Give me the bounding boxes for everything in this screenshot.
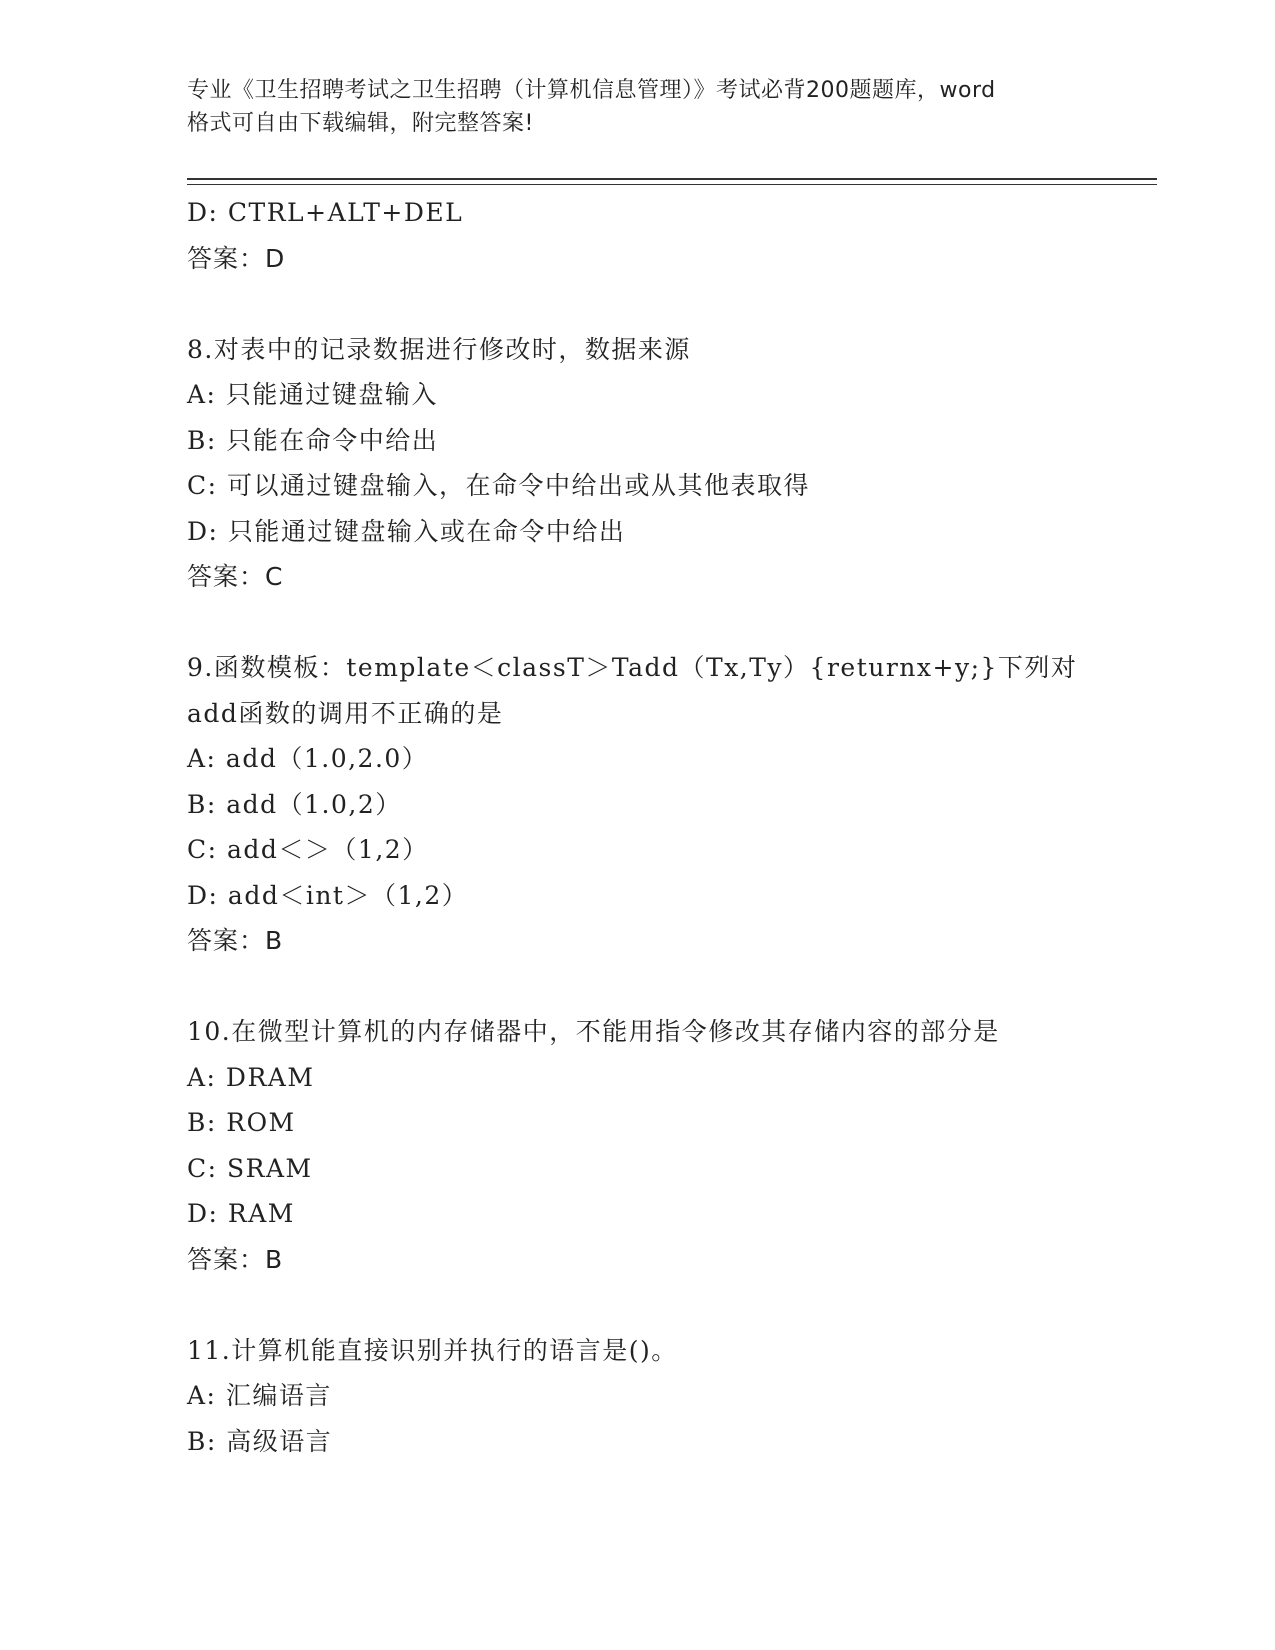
option-b: B: add（1.0,2） — [187, 789, 402, 819]
page-header — [187, 74, 1087, 140]
spacer — [187, 964, 1127, 1010]
question-8 — [187, 327, 1127, 600]
question-10 — [187, 1009, 1127, 1282]
header-divider-thin — [187, 184, 1157, 185]
answer: 答案：C — [187, 562, 284, 591]
spacer — [187, 600, 1127, 646]
option-b: B: 只能在命令中给出 — [187, 425, 439, 455]
option-a: A: add（1.0,2.0） — [187, 744, 429, 773]
answer: 答案：B — [187, 1244, 284, 1274]
option-d: D: 只能通过键盘输入或在命令中给出 — [187, 516, 626, 546]
question-stem: 10.在微型计算机的内存储器中，不能用指令修改其存储内容的部分是 — [187, 1017, 1000, 1046]
option-d: D: CTRL+ALT+DEL — [187, 198, 464, 227]
question-stem: 11.计算机能直接识别并执行的语言是()。 — [187, 1335, 678, 1365]
header-divider-thick — [187, 178, 1157, 180]
spacer — [187, 281, 1127, 327]
question-list — [187, 190, 1127, 1464]
answer: 答案：D — [187, 243, 286, 273]
spacer — [187, 1282, 1127, 1328]
question-stem: 9.函数模板：template＜classT＞Tadd（Tx,Ty）{returnx+y;}下列对 — [187, 653, 1078, 682]
header-title-line2: 格式可自由下载编辑，附完整答案! — [187, 111, 534, 136]
option-b: B: ROM — [187, 1108, 296, 1137]
question-11 — [187, 1328, 1127, 1465]
option-c: C: 可以通过键盘输入，在命令中给出或从其他表取得 — [187, 471, 811, 500]
option-a: A: 只能通过键盘输入 — [187, 380, 438, 409]
header-title-line1: 专业《卫生招聘考试之卫生招聘（计算机信息管理）》考试必背200题题库，word — [187, 78, 996, 103]
option-b: B: 高级语言 — [187, 1426, 333, 1456]
option-c: C: SRAM — [187, 1153, 313, 1183]
option-c: C: add＜＞（1,2） — [187, 835, 429, 864]
question-stem-continued: add函数的调用不正确的是 — [187, 698, 504, 728]
answer: 答案：B — [187, 926, 284, 955]
question-9 — [187, 645, 1127, 964]
option-d: D: add＜int＞（1,2） — [187, 880, 469, 910]
option-a: A: DRAM — [187, 1062, 315, 1092]
option-a: A: 汇编语言 — [187, 1381, 332, 1410]
option-d: D: RAM — [187, 1199, 295, 1228]
question-stem: 8.对表中的记录数据进行修改时，数据来源 — [187, 334, 691, 364]
